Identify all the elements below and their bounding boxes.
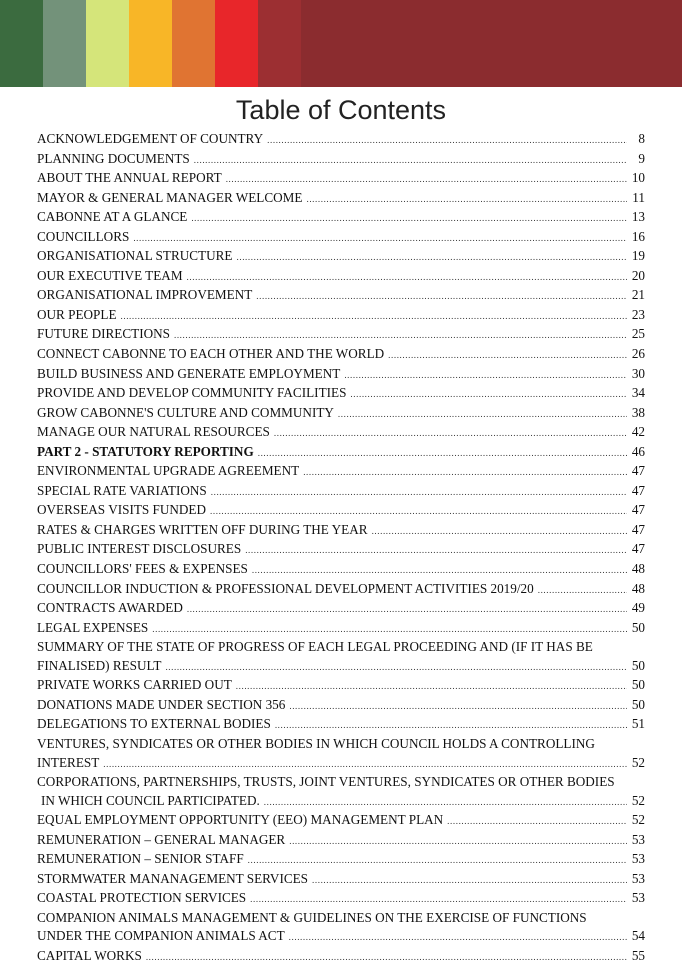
dot-leader — [538, 581, 627, 600]
dot-leader — [187, 268, 627, 287]
toc-entry[interactable] — [37, 580, 645, 600]
dot-leader — [191, 209, 627, 228]
toc-page-number: 50 — [631, 619, 645, 635]
toc-page-number: 52 — [631, 812, 645, 828]
dot-leader — [344, 366, 627, 385]
toc-entry[interactable] — [37, 889, 645, 909]
toc-entry[interactable] — [37, 773, 645, 811]
toc-entry[interactable] — [37, 811, 645, 831]
toc-entry-label: UNDER THE COMPANION ANIMALS ACT — [37, 928, 285, 944]
toc-entry[interactable] — [37, 676, 645, 696]
toc-entry-label: MANAGE OUR NATURAL RESOURCES — [37, 424, 270, 440]
dot-leader — [146, 948, 627, 967]
toc-entry-label: PLANNING DOCUMENTS — [37, 150, 190, 166]
toc-entry[interactable] — [37, 501, 645, 521]
toc-page-number: 23 — [631, 306, 645, 322]
toc-page-number: 26 — [631, 346, 645, 362]
toc-entry-label: SPECIAL RATE VARIATIONS — [37, 482, 207, 498]
toc-entry-label-line1: COMPANION ANIMALS MANAGEMENT & GUIDELINES ON THE EXERCISE OF FUNCTIONS — [37, 909, 587, 925]
toc-page-number: 55 — [631, 947, 645, 963]
toc-entry-label: FINALISED) RESULT — [37, 657, 162, 673]
toc-page-number: 50 — [631, 677, 645, 693]
stripe-orange — [172, 0, 215, 87]
banner-band — [301, 0, 682, 87]
stripe-dark-green — [0, 0, 43, 87]
dot-leader — [165, 658, 627, 677]
toc-page-number: 53 — [631, 890, 645, 906]
dot-leader — [275, 716, 627, 735]
dot-leader — [236, 677, 627, 696]
toc-entry-label: ORGANISATIONAL IMPROVEMENT — [37, 287, 253, 303]
toc-entry-label: COASTAL PROTECTION SERVICES — [37, 890, 247, 906]
toc-entry-label: FUTURE DIRECTIONS — [37, 326, 170, 342]
dot-leader — [187, 600, 627, 619]
toc-entry-label-line1: VENTURES, SYNDICATES OR OTHER BODIES IN WHICH COUNCIL HOLDS A CONTROLLING — [37, 735, 595, 751]
toc-entry-label: COUNCILLORS — [37, 228, 130, 244]
toc-entry-label: CONTRACTS AWARDED — [37, 600, 183, 616]
toc-entry-label: COUNCILLORS' FEES & EXPENSES — [37, 561, 248, 577]
toc-entry[interactable] — [37, 286, 645, 306]
dot-leader — [252, 561, 627, 580]
dot-leader — [210, 502, 627, 521]
toc-entry-label: CABONNE AT A GLANCE — [37, 209, 188, 225]
toc-page-number: 34 — [631, 385, 645, 401]
stripe-sage-green — [43, 0, 86, 87]
dot-leader — [267, 131, 627, 150]
toc-page-number: 10 — [631, 170, 645, 186]
toc-entry[interactable] — [37, 735, 645, 773]
toc-page-number: 9 — [638, 150, 645, 166]
toc-entry-label: EQUAL EMPLOYMENT OPPORTUNITY (EEO) MANAGEMENT PLAN — [37, 812, 444, 828]
dot-leader — [194, 151, 627, 170]
dot-leader — [152, 620, 627, 639]
toc-entry-label: CONNECT CABONNE TO EACH OTHER AND THE WORLD — [37, 346, 385, 362]
dot-leader — [350, 385, 627, 404]
toc-entry[interactable] — [37, 540, 645, 560]
toc-page-number: 48 — [631, 561, 645, 577]
toc-entry-label: OUR PEOPLE — [37, 306, 117, 322]
dot-leader — [248, 851, 627, 870]
toc-entry-label: CAPITAL WORKS — [37, 947, 142, 963]
dot-leader — [121, 307, 628, 326]
dot-leader — [289, 697, 627, 716]
toc-page-number: 52 — [631, 754, 645, 770]
dot-leader — [312, 871, 627, 890]
toc-entry-label: ENVIRONMENTAL UPGRADE AGREEMENT — [37, 463, 300, 479]
toc-page-number: 11 — [632, 189, 645, 205]
toc-entry[interactable] — [37, 404, 645, 424]
toc-page-number: 53 — [631, 851, 645, 867]
toc-page-number: 16 — [631, 228, 645, 244]
toc-page-number: 19 — [631, 248, 645, 264]
toc-entry-label: OUR EXECUTIVE TEAM — [37, 267, 183, 283]
toc-entry[interactable] — [37, 482, 645, 502]
toc-page-number: 50 — [631, 657, 645, 673]
toc-page-number: 47 — [631, 482, 645, 498]
toc-entry-label: STORMWATER MANANAGEMENT SERVICES — [37, 870, 309, 886]
dot-leader — [174, 326, 627, 345]
toc-entry[interactable] — [37, 247, 645, 267]
toc-page-number: 21 — [631, 287, 645, 303]
dot-leader — [306, 190, 627, 209]
dot-leader — [133, 229, 627, 248]
dot-leader — [447, 812, 627, 831]
dot-leader — [103, 755, 627, 774]
stripe-red — [215, 0, 258, 87]
toc-entry[interactable] — [37, 831, 645, 851]
toc-entry[interactable] — [37, 909, 645, 947]
dot-leader — [256, 287, 627, 306]
table-of-contents — [37, 130, 645, 967]
toc-entry-label-line1: SUMMARY OF THE STATE OF PROGRESS OF EACH LEGAL PROCEEDING AND (IF IT HAS BE — [37, 639, 593, 655]
toc-entry[interactable] — [37, 130, 645, 150]
toc-entry-label: IN WHICH COUNCIL PARTICIPATED. — [41, 792, 260, 808]
toc-page-number: 20 — [631, 267, 645, 283]
dot-leader — [289, 832, 627, 851]
toc-entry-label-line1: CORPORATIONS, PARTNERSHIPS, TRUSTS, JOINT VENTURES, SYNDICATES OR OTHER BODIES — [37, 774, 615, 790]
dot-leader — [289, 928, 627, 947]
toc-entry-label: PUBLIC INTEREST DISCLOSURES — [37, 541, 242, 557]
dot-leader — [258, 444, 627, 463]
toc-page-number: 42 — [631, 424, 645, 440]
toc-entry[interactable] — [37, 638, 645, 676]
toc-entry[interactable] — [37, 150, 645, 170]
dot-leader — [388, 346, 627, 365]
toc-entry[interactable] — [37, 599, 645, 619]
toc-entry-label: PRIVATE WORKS CARRIED OUT — [37, 677, 232, 693]
toc-page-number: 48 — [631, 580, 645, 596]
dot-leader — [250, 890, 627, 909]
toc-entry-label: BUILD BUSINESS AND GENERATE EMPLOYMENT — [37, 365, 341, 381]
toc-entry[interactable] — [37, 208, 645, 228]
toc-entry[interactable] — [37, 619, 645, 639]
dot-leader — [264, 793, 627, 812]
toc-entry[interactable] — [37, 169, 645, 189]
toc-entry-label: LEGAL EXPENSES — [37, 619, 149, 635]
toc-entry[interactable] — [37, 443, 645, 463]
toc-entry-label: PROVIDE AND DEVELOP COMMUNITY FACILITIES — [37, 385, 347, 401]
toc-entry[interactable] — [37, 521, 645, 541]
toc-entry-label: DELEGATIONS TO EXTERNAL BODIES — [37, 716, 271, 732]
toc-page-number: 47 — [631, 463, 645, 479]
toc-entry-label: MAYOR & GENERAL MANAGER WELCOME — [37, 189, 303, 205]
toc-page-number: 13 — [631, 209, 645, 225]
toc-page-number: 47 — [631, 541, 645, 557]
toc-page-number: 47 — [631, 521, 645, 537]
dot-leader — [372, 522, 627, 541]
toc-entry[interactable] — [37, 462, 645, 482]
toc-entry-label: REMUNERATION – SENIOR STAFF — [37, 851, 244, 867]
dot-leader — [226, 170, 627, 189]
toc-page-number: 54 — [631, 928, 645, 944]
stripe-yellow — [129, 0, 172, 87]
toc-entry[interactable] — [37, 189, 645, 209]
toc-entry[interactable] — [37, 228, 645, 248]
toc-entry-label: DONATIONS MADE UNDER SECTION 356 — [37, 696, 286, 712]
dot-leader — [303, 463, 627, 482]
toc-page-number: 38 — [631, 404, 645, 420]
toc-entry[interactable] — [37, 325, 645, 345]
toc-entry[interactable] — [37, 870, 645, 890]
dot-leader — [245, 541, 627, 560]
dot-leader — [211, 483, 627, 502]
toc-entry-label: PART 2 - STATUTORY REPORTING — [37, 443, 254, 459]
toc-page-number: 30 — [631, 365, 645, 381]
toc-entry[interactable] — [37, 850, 645, 870]
toc-entry[interactable] — [37, 267, 645, 287]
toc-page-number: 47 — [631, 502, 645, 518]
toc-entry[interactable] — [37, 560, 645, 580]
toc-page-number: 50 — [631, 696, 645, 712]
toc-entry[interactable] — [37, 306, 645, 326]
toc-entry-label: GROW CABONNE'S CULTURE AND COMMUNITY — [37, 404, 334, 420]
toc-entry[interactable] — [37, 715, 645, 735]
toc-page-number: 53 — [631, 831, 645, 847]
toc-entry-label: RATES & CHARGES WRITTEN OFF DURING THE YEAR — [37, 521, 368, 537]
toc-entry[interactable] — [37, 384, 645, 404]
toc-page-number: 52 — [631, 792, 645, 808]
toc-entry[interactable] — [37, 365, 645, 385]
page-title: Table of Contents — [235, 95, 447, 125]
stripe-crimson — [258, 0, 301, 87]
toc-entry[interactable] — [37, 423, 645, 443]
toc-entry-label: REMUNERATION – GENERAL MANAGER — [37, 831, 286, 847]
toc-page-number: 46 — [631, 443, 645, 459]
toc-page-number: 49 — [631, 600, 645, 616]
toc-entry[interactable] — [37, 947, 645, 967]
stripe-lime — [86, 0, 129, 87]
toc-entry-label: ORGANISATIONAL STRUCTURE — [37, 248, 233, 264]
toc-page-number: 25 — [631, 326, 645, 342]
dot-leader — [274, 424, 627, 443]
toc-page-number: 8 — [638, 131, 645, 146]
toc-entry-label: INTEREST — [37, 754, 100, 770]
header-banner — [0, 0, 682, 87]
toc-page-number: 53 — [631, 870, 645, 886]
toc-entry-label: ACKNOWLEDGEMENT OF COUNTRY — [37, 131, 264, 146]
dot-leader — [338, 405, 627, 424]
toc-entry[interactable] — [37, 696, 645, 716]
toc-entry-label: OVERSEAS VISITS FUNDED — [37, 502, 207, 518]
toc-entry[interactable] — [37, 345, 645, 365]
toc-page-number: 51 — [631, 716, 645, 732]
dot-leader — [237, 248, 628, 267]
toc-entry-label: COUNCILLOR INDUCTION & PROFESSIONAL DEVELOPMENT ACTIVITIES 2019/20 — [37, 580, 534, 596]
toc-entry-label: ABOUT THE ANNUAL REPORT — [37, 170, 222, 186]
